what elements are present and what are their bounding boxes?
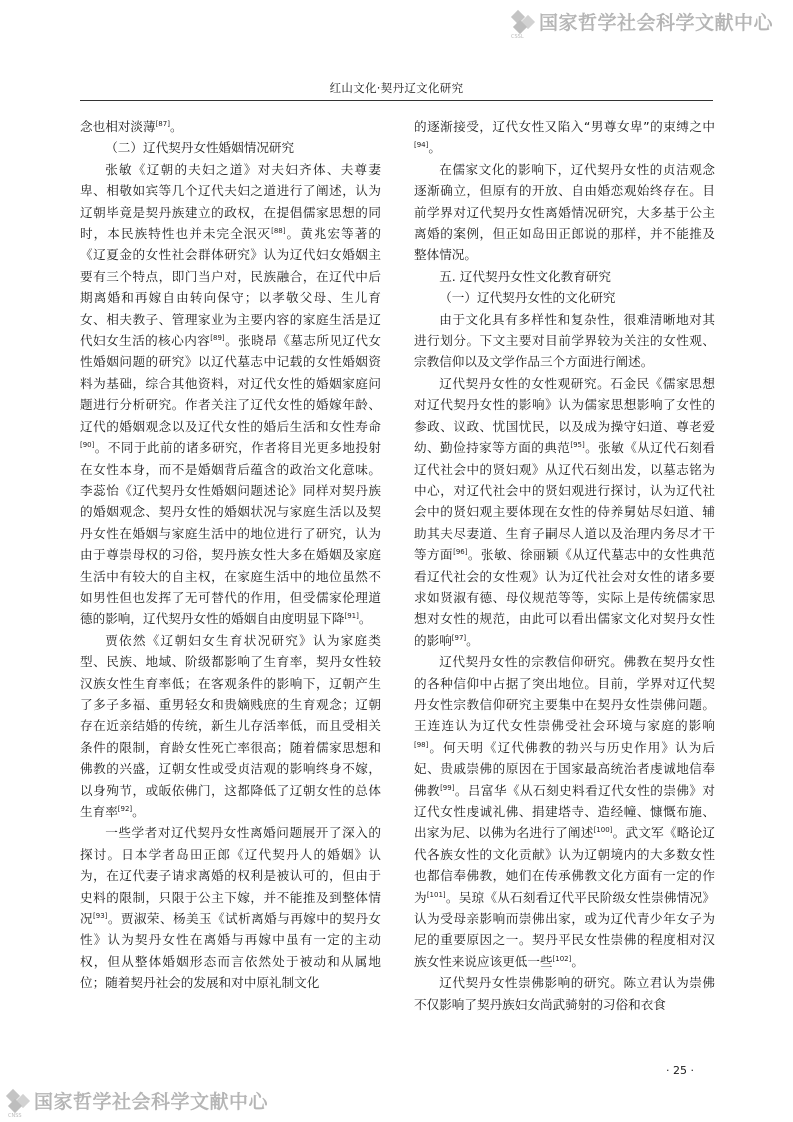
paragraph: 的逐渐接受，辽代女性又陷入“男尊女卑”的束缚之中[94]。 (414, 119, 715, 156)
watermark-sub: CNSS (8, 1113, 22, 1119)
section-heading: （二）辽代契丹女性婚姻情况研究 (105, 140, 295, 156)
watermark-top (510, 8, 773, 40)
header-rule (80, 100, 713, 101)
running-header: 红山文化·契丹辽文化研究 (329, 81, 464, 95)
section-heading: 五. 辽代契丹女性文化教育研究 (439, 268, 611, 284)
paragraph: 贾依然《辽朝妇女生育状况研究》认为家庭类型、民族、地域、阶级都影响了生育率，契丹女性较汉族女性生育率低；在客观条件的影响下，辽朝产生了多子多福、重男轻女和贵嫡贱庶的生育观念；辽朝存在近亲结婚的传统，新生儿存活率低，而且受相关条件的限制，育龄女性死亡率很高；随着儒家思想和佛教的兴盛，辽朝女性或受贞洁观的影响终身不嫁，以身殉节，或皈依佛门，这都降低了辽朝女性的总体生育率[92]。 (80, 632, 381, 819)
logo-icon (511, 10, 535, 34)
logo-icon (6, 1089, 30, 1113)
watermark-text: 国家哲学社会科学文献中心 (34, 1091, 269, 1113)
subsection-heading: （一）辽代契丹女性的文化研究 (439, 290, 616, 306)
watermark-text: 国家哲学社会科学文献中心 (538, 12, 773, 34)
watermark-bottom (6, 1087, 269, 1119)
page-number: · 25 · (666, 1064, 694, 1077)
paragraph: 在儒家文化的影响下，辽代契丹女性的贞洁观念逐渐确立，但原有的开放、自由婚恋观始终存在。目前学界对辽代契丹女性离婚情况研究，大多基于公主离婚的案例，但正如岛田正郎说的那样，并不能推及整体情况。 (414, 161, 715, 263)
right-column (414, 116, 715, 1015)
paragraph: 辽代契丹女性崇佛影响的研究。陈立君认为崇佛不仅影响了契丹族妇女尚武骑射的习俗和衣食 (414, 975, 715, 1012)
paragraph: 由于文化具有多样性和复杂性，很难清晰地对其进行划分。下文主要对目前学界较为关注的女性观、宗教信仰以及文学作品三个方面进行阐述。 (414, 311, 715, 370)
paragraph: 念也相对淡薄[87]。 (80, 119, 183, 134)
paragraph: 辽代契丹女性的女性观研究。石金民《儒家思想对辽代契丹女性的影响》认为儒家思想影响了女性的参政、议政、忧国忧民，以及成为操守妇道、尊老爱幼、勤俭持家等方面的典范[95]。张敏《从辽代石刻看辽代社会中的贤妇观》从辽代石刻出发，以墓志铭为中心，对辽代社会中的贤妇观进行探讨，认为辽代社会中的贤妇观主要体现在女性的侍养舅姑尽妇道、辅助其夫尽妻道、生育子嗣尽人道以及治理内务尽才干等方面[96]。张敏、徐丽颖《从辽代墓志中的女性典范看辽代社会的女性观》认为辽代社会对女性的诸多要求如贤淑有德、母仪规范等等，实际上是传统儒家思想对女性的规范，由此可以看出儒家文化对契丹女性的影响[97]。 (414, 375, 716, 648)
paragraph: 辽代契丹女性的宗教信仰研究。佛教在契丹女性的各种信仰中占据了突出地位。目前，学界对辽代契丹女性宗教信仰研究主要集中在契丹女性崇佛问题。王连连认为辽代女性崇佛受社会环境与家庭的影响[98]。何天明《辽代佛教的勃兴与历史作用》认为后妃、贵戚崇佛的原因在于国家最高统治者虔诚地信奉佛教[99]。吕富华《从石刻史料看辽代女性的崇佛》对辽代女性虔诚礼佛、捐建塔寺、造经幢、慷慨布施、出家为尼、以佛为名进行了阐述[100]。武文军《略论辽代各族女性的文化贡献》认为辽朝境内的大多数女性也都信奉佛教，她们在传承佛教文化方面有一定的作为[101]。吴琼《从石刻看辽代平民阶级女性崇佛情况》认为受母亲影响而崇佛出家，或为辽代青少年女子为尼的重要原因之一。契丹平民女性崇佛的程度相对汉族女性来说应该更低一些[102]。 (414, 654, 716, 969)
left-column (80, 116, 381, 994)
paragraph: 张敏《辽朝的夫妇之道》对夫妇齐体、夫尊妻卑、相敬如宾等几个辽代夫妇之道进行了阐述，认为辽朝毕竟是契丹族建立的政权，在提倡儒家思想的同时，本民族特性也并未完全泯灭[88]。黄兆宏等著的《辽夏金的女性社会群体研究》认为辽代妇女婚姻主要有三个特点，即门当户对，民族融合，在辽代中后期离婚和再嫁自由转向保守；以孝敬父母、生儿育女、相夫教子、管理家业为主要内容的家庭生活是辽代妇女生活的核心内容[89]。张晓昂《墓志所见辽代女性婚姻问题的研究》以辽代墓志中记载的女性婚姻资料为基础，综合其他资料，对辽代女性的婚姻家庭问题进行分析研究。作者关注了辽代女性的婚嫁年龄、辽代的婚姻观念以及辽代女性的婚后生活和女性寿命[90]。不同于此前的诸多研究，作者将目光更多地投射在女性本身，而不是婚姻背后蕴含的政治文化意味。李蕊怡《辽代契丹女性婚姻问题述论》同样对契丹族的婚姻观念、契丹女性的婚姻状况与家庭生活以及契丹女性在婚姻与家庭生活中的地位进行了研究，认为由于尊崇母权的习俗，契丹族女性大多在婚姻及家庭生活中有较大的自主权，在家庭生活中的地位虽然不如男性但也发挥了无可替代的作用，但受儒家伦理道德的影响，辽代契丹女性的婚姻自由度明显下降[91]。 (80, 161, 382, 627)
paragraph: 一些学者对辽代契丹女性离婚问题展开了深入的探讨。日本学者岛田正郎《辽代契丹人的婚姻》认为，在辽代妻子请求离婚的权利是被认可的，但由于史料的限制，只限于公主下嫁，并不能推及到整体情况[93]。贾淑荣、杨美玉《试析离婚与再嫁中的契丹女性》认为契丹女性在离婚与再嫁中虽有一定的主动权，但从整体婚姻形态而言依然处于被动和从属地位；随着契丹社会的发展和对中原礼制文化 (80, 825, 382, 991)
watermark-sub: CSSL (510, 34, 524, 40)
